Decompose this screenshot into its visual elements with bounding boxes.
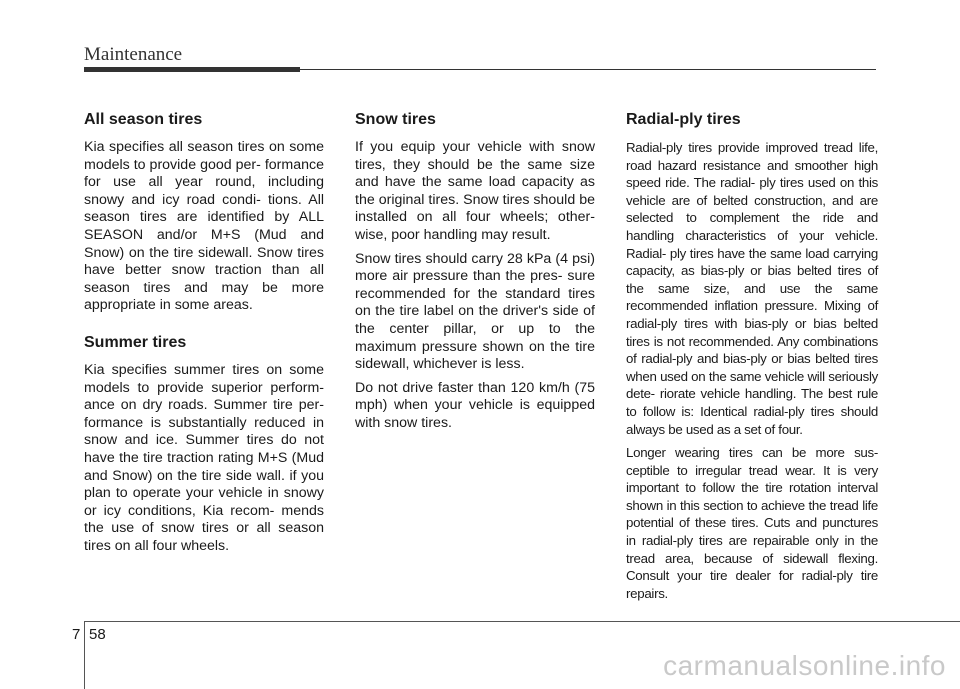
column-1 — [84, 110, 324, 561]
paragraph-radial-2: Longer wearing tires can be more sus- ceptible to irregular tread wear. It is very important to follow the tire rotation interval shown in this section to achieve the tread life potential of these tires. Cuts and punctures in radial-ply tires are repairable only in the tread area, because of sidewall flexing. Consult your tire dealer for radial-ply tire repairs. — [626, 445, 878, 601]
paragraph-summer-1: Kia specifies summer tires on some models to provide superior perform- ance on dry roads. Summer tire per- formance is substantially reduced in snow and ice. Summer tires do not have the tire traction rating M+S (Mud and Snow) on the tire side wall. if you plan to operate your vehicle in snowy or icy conditions, Kia recom- mends the use of snow tires or all season tires on all four wheels. — [84, 361, 324, 554]
heading-snow-tires: Snow tires — [355, 111, 436, 128]
column-3 — [626, 110, 878, 608]
page-number: 58 — [89, 626, 106, 643]
header-rule-thick — [84, 67, 300, 72]
paragraph-radial-1: Radial-ply tires provide improved tread life, road hazard resistance and smoother high speed ride. The radial- ply tires used on this vehicle are of belted construction, and are selected to complement the ride and handling characteristics of your vehicle. Radial- ply tires have the same load carrying capacity, as bias-ply or bias belted tires of the same size, and use the same recommended inflation pressure. Mixing of radial-ply tires with bias-ply or bias belted tires is not recommended. Any combinations of radial-ply and bias-ply or bias belted tires when used on the same vehicle will seriously dete- riorate vehicle handling. The best rule to follow is: Identical radial-ply tires should always be used as a set of four. — [626, 140, 878, 437]
paragraph-snow-2: Snow tires should carry 28 kPa (4 psi) more air pressure than the pres- sure recommended for the standard tires on the tire label on the driver's side of the center pillar, or up to the maximum pressure shown on the tire sidewall, whichever is less. — [355, 250, 595, 373]
header-rule-thin — [300, 69, 876, 70]
watermark: carmanualsonline.info — [663, 650, 946, 681]
heading-all-season-tires: All season tires — [84, 111, 203, 128]
paragraph-snow-3: Do not drive faster than 120 km/h (75 mph) when your vehicle is equipped with snow tires. — [355, 379, 595, 431]
heading-radial-ply-tires: Radial-ply tires — [626, 111, 741, 128]
section-number: 7 — [72, 626, 81, 643]
heading-summer-tires: Summer tires — [84, 333, 187, 351]
paragraph-all-season-1: Kia specifies all season tires on some models to provide good per- formance for use all year round, including snowy and icy road condi- tions. All season tires are identified by ALL SEASON and/or M+S (Mud and Snow) on the tire sidewall. Snow tires have better snow traction than all season tires and may be more appropriate in some areas. — [84, 139, 324, 314]
paragraph-snow-1: If you equip your vehicle with snow tires, they should be the same size and have the same load capacity as the original tires. Snow tires should be installed on all four wheels; other- wise, poor handling may result. — [355, 139, 595, 243]
page-title: Maintenance — [84, 44, 183, 65]
footer-rule — [84, 621, 960, 622]
column-2 — [355, 110, 595, 439]
footer-divider — [84, 621, 85, 689]
